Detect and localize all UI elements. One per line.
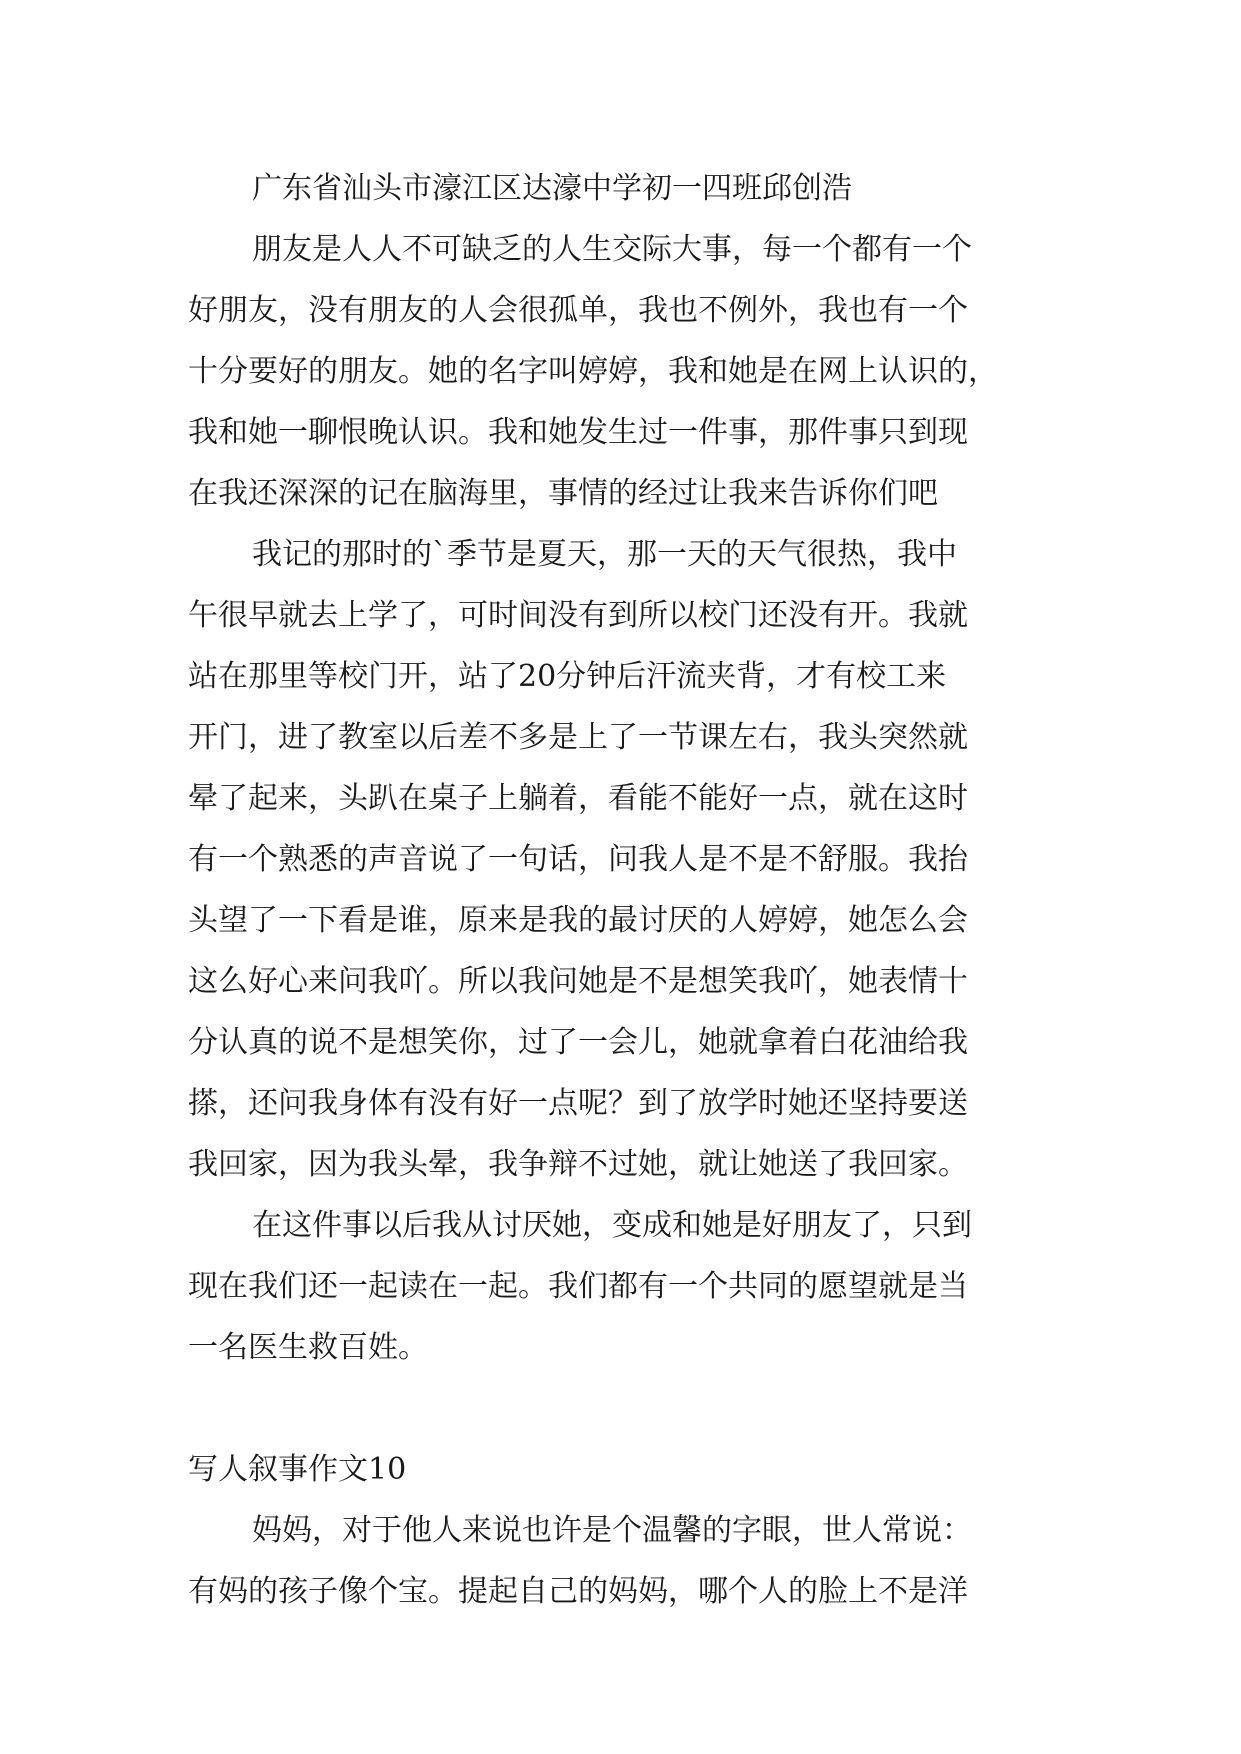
author-line [188,158,1068,219]
paragraph-line: 现在我们还一起读在一起。我们都有一个共同的愿望就是当 [188,1269,968,1304]
paragraph-line: 站在那里等校门开，站了20分钟后汗流夹背，才有校工来 [188,659,947,694]
section-spacer [188,1378,1068,1439]
paragraph-line: 好朋友，没有朋友的人会很孤单，我也不例外，我也有一个 [188,293,968,328]
section-title: 写人叙事作文10 [188,1452,407,1487]
paragraph-line: 一名医生救百姓。 [188,1330,428,1365]
paragraph-line: 这么好心来问我吖。所以我问她是不是想笑我吖，她表情十 [188,964,968,999]
paragraph-line: 朋友是人人不可缺乏的人生交际大事，每一个都有一个 [252,232,972,267]
paragraph-line: 搽，还问我身体有没有好一点呢？到了放学时她还坚持要送 [188,1086,968,1121]
paragraph-line: 我回家，因为我头晕，我争辩不过她，就让她送了我回家。 [188,1147,968,1182]
paragraph-line: 妈妈，对于他人来说也许是个温馨的字眼，世人常说： [252,1513,972,1548]
paragraph-line: 我记的那时的`季节是夏天，那一天的天气很热，我中 [252,537,957,572]
paragraph-line: 开门，进了教室以后差不多是上了一节课左右，我头突然就 [188,720,968,755]
paragraph-line: 在我还深深的记在脑海里，事情的经过让我来告诉你们吧 [188,476,938,511]
paragraph-1 [188,219,1068,524]
paragraph-line: 分认真的说不是想笑你，过了一会儿，她就拿着白花油给我 [188,1025,968,1060]
paragraph-line: 在这件事以后我从讨厌她，变成和她是好朋友了，只到 [252,1208,972,1243]
paragraph-line: 十分要好的朋友。她的名字叫婷婷，我和她是在网上认识的， [188,354,998,389]
paragraph-line: 有一个熟悉的声音说了一句话，问我人是不是不舒服。我抬 [188,842,968,877]
paragraph-line: 午很早就去上学了，可时间没有到所以校门还没有开。我就 [188,598,968,633]
paragraph-2 [188,524,1068,1195]
paragraph-line: 有妈的孩子像个宝。提起自己的妈妈，哪个人的脸上不是洋 [188,1574,968,1609]
paragraph-line: 我和她一聊恨晚认识。我和她发生过一件事，那件事只到现 [188,415,968,450]
paragraph-line: 晕了起来，头趴在桌子上躺着，看能不能好一点，就在这时 [188,781,968,816]
paragraph-3 [188,1195,1068,1378]
paragraph-4 [188,1500,1068,1622]
author-line-text: 广东省汕头市濠江区达濠中学初一四班邱创浩 [252,171,852,206]
paragraph-line: 头望了一下看是谁，原来是我的最讨厌的人婷婷，她怎么会 [188,903,968,938]
document-body [188,158,1068,1622]
